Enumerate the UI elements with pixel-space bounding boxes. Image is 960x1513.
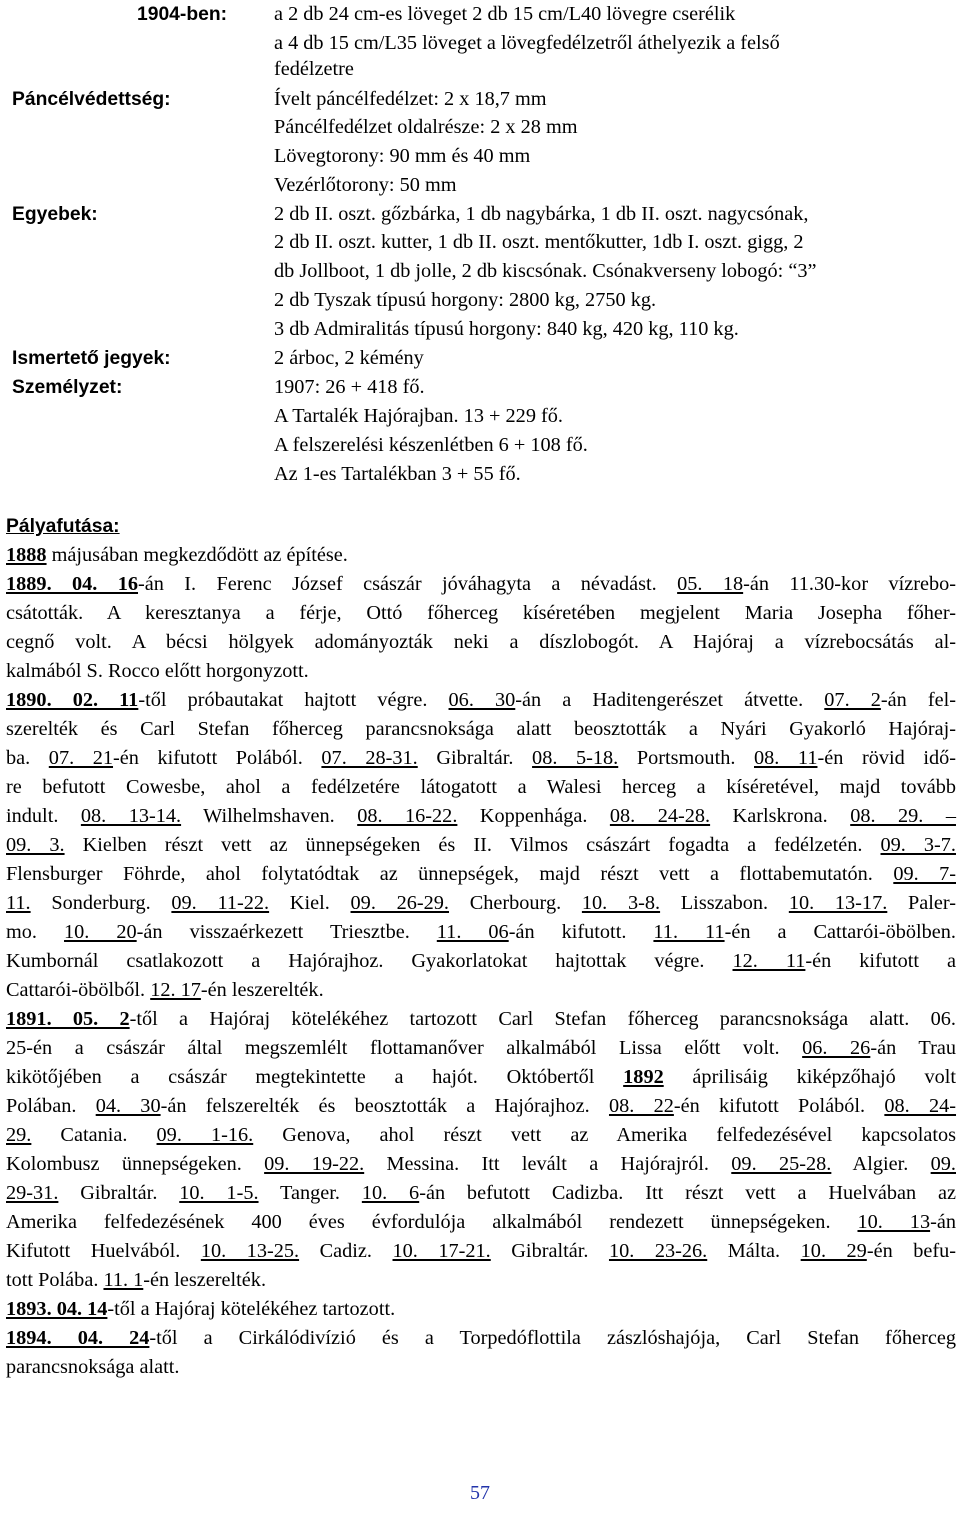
career-text [6,541,956,1382]
career-text-segment: -én leszerelték. [143,1269,267,1291]
career-line [6,1295,956,1324]
career-text-segment: májusában megkezdődött az építése. [46,544,348,566]
date-reference: 08. 24-28. [609,805,711,827]
date-reference: 29. [6,1124,32,1146]
career-text-segment: Cattarói-öbölből. [6,979,151,1001]
career-line [6,889,956,918]
spec-row [0,29,960,58]
career-text-segment: re befutott Cowesbe, ahol a fedélzetére látogatott a Walesi herceg a kíséretével, majd tovább [6,776,956,798]
date-reference: 10. 3-8. [581,892,661,914]
career-text-segment: Sonderburg. [30,892,172,914]
date-reference: 1888 [6,544,47,566]
date-reference: 09. 25-28. [731,1153,832,1175]
spec-row [0,315,960,344]
career-text-segment: -án I. Ferenc József császár jóváhagyta a névadást. [138,573,678,595]
career-text-segment: -én kifutott a [805,950,957,972]
career-line [6,1237,956,1266]
career-text-segment: kikötőjében a császár megtekintette a hajót. Októbertől [6,1066,624,1088]
career-line [6,831,956,860]
date-reference: 09. 3. [6,834,65,856]
career-text-segment: indult. [6,805,81,827]
spec-value: Páncélfedélzet oldalrésze: 2 x 28 mm [274,116,578,138]
date-reference: 09. 1-16. [156,1124,254,1146]
career-text-segment: -én a Cattarói-öbölben. [724,921,957,943]
career-line [6,1266,956,1295]
career-text-segment: Lisszabon. [660,892,789,914]
career-line [6,1063,956,1092]
career-text-segment: Gibraltár. [490,1240,609,1262]
career-text-segment: -én kifutott Polából. [673,1095,885,1117]
career-text-segment: cegnő volt. A bécsi hölgyek adományozták neki a díszlobogót. A Hajóraj a vízrebocsátás al- [6,631,956,653]
career-text-segment: tott Polába. [6,1269,104,1291]
career-line [6,628,956,657]
spec-value: 2 db II. oszt. kutter, 1 db II. oszt. mentőkutter, 1db I. oszt. gigg, 2 [274,231,804,253]
spec-row [0,344,960,373]
date-reference: 04. 30 [95,1095,161,1117]
career-line [6,1121,956,1150]
date-reference: 08. 29. – [850,805,956,827]
career-text-segment: -án Trau [870,1037,956,1059]
date-reference: 08. 5-18. [532,747,619,769]
date-reference: 10. 13-25. [200,1240,300,1262]
career-text-segment: -én rövid idő- [817,747,957,769]
date-reference: 09. 19-22. [264,1153,365,1175]
date-reference: 11. [6,892,31,914]
date-reference: 11. 06 [436,921,509,943]
spec-value: db Jollboot, 1 db jolle, 2 db kiscsónak. Csónakverseny lobogó: “3” [274,260,817,282]
career-text-segment: Karlskrona. [710,805,851,827]
date-reference: 29-31. [6,1182,59,1204]
spec-value: 2 árboc, 2 kémény [274,347,424,369]
career-text-segment: Algier. [831,1153,931,1175]
spec-value: Ívelt páncélfedélzet: 2 x 18,7 mm [274,88,547,110]
career-text-segment: Genova, ahol részt vett az Amerika felfedezésével kapcsolatos [253,1124,957,1146]
spec-row [0,113,960,142]
career-text-segment: -től a Hajóraj kötelékéhez tartozott. [107,1298,396,1320]
date-reference: 10. 13 [857,1211,931,1233]
career-text-segment: Catania. [31,1124,157,1146]
career-text-segment: kalmából S. Rocco előtt horgonyzott. [6,660,309,682]
career-line [6,541,956,570]
career-text-segment: -én kifutott Polából. [113,747,322,769]
career-line [6,599,956,628]
date-reference: 10. 20 [64,921,137,943]
career-text-segment: Polában. [6,1095,96,1117]
career-text-segment: 25-én a császár által megszemlélt flottamanőver alkalmából Lissa előtt volt. [6,1037,803,1059]
career-text-segment: -án befutott Cadizba. Itt részt vett a Huelvában az [419,1182,957,1204]
career-text-segment: Kumbornál csatlakozott a Hajórajhoz. Gyakorlatokat hajtottak végre. [6,950,733,972]
spec-label: 1904-ben: [137,4,228,25]
date-reference: 09. 7- [893,863,956,885]
career-text-segment: Kielben részt vett az ünnepségeken és II. Vilmos császárt fogadta a fedélzetén. [64,834,881,856]
spec-row [0,171,960,200]
career-text-segment: -től a Hajóraj kötelékéhez tartozott Carl Stefan főherceg parancsnoksága alatt. 06. [129,1008,956,1030]
career-line [6,976,956,1005]
date-reference: 10. 1-5. [179,1182,259,1204]
career-text-segment: Gibraltár. [417,747,533,769]
career-text-segment: -án [930,1211,956,1233]
date-reference: 11. 11 [653,921,725,943]
spec-value: 3 db Admiralitás típusú horgony: 840 kg, 420 kg, 110 kg. [274,318,739,340]
spec-value: A felszerelési készenlétben 6 + 108 fő. [274,434,588,456]
career-text-segment: Kiel. [269,892,351,914]
date-reference: 08. 22 [608,1095,674,1117]
date-reference: 10. 17-21. [392,1240,491,1262]
career-text-segment: Málta. [707,1240,801,1262]
career-text-segment: Tanger. [258,1182,362,1204]
date-reference: 07. 28-31. [321,747,418,769]
date-reference: 09. 11-22. [171,892,270,914]
spec-label: Egyebek: [12,204,98,225]
career-text-segment: -én befu- [866,1240,957,1262]
career-section [6,512,956,1382]
career-text-segment: Paler- [887,892,957,914]
career-line [6,1208,956,1237]
date-reference: 10. 29 [800,1240,867,1262]
career-line [6,773,956,802]
date-reference: 08. 16-22. [357,805,458,827]
career-line [6,570,956,599]
career-text-segment: Cherbourg. [449,892,582,914]
career-text-segment: csátották. A keresztanya a férje, Ottó főherceg kíséretében megjelent Maria Josepha főher- [6,602,956,624]
spec-row [0,0,960,29]
career-line [6,1179,956,1208]
career-text-segment: Koppenhága. [457,805,610,827]
career-text-segment: ba. [6,747,49,769]
career-text-segment: Cadiz. [299,1240,393,1262]
career-text-segment: mo. [6,921,65,943]
career-heading: Pályafutása: [6,516,120,537]
spec-label: Személyzet: [12,377,123,398]
career-text-segment: áprilisáig kiképzőhajó volt [663,1066,956,1088]
spec-value: 2 db Tyszak típusú horgony: 2800 kg, 2750 kg. [274,289,657,311]
date-reference: 08. 11 [754,747,818,769]
spec-row [0,257,960,286]
spec-row [0,431,960,460]
date-reference: 08. 24- [884,1095,957,1117]
career-line [6,1034,956,1063]
career-text-segment: Gibraltár. [58,1182,180,1204]
date-reference: 11. 1 [103,1269,144,1291]
spec-value: 2 db II. oszt. gőzbárka, 1 db nagybárka, 1 db II. oszt. nagycsónak, [274,203,809,225]
career-line [6,1324,956,1353]
career-text-segment: -án kifutott. [508,921,654,943]
spec-value: Vezérlőtorony: 50 mm [274,174,457,196]
career-text-segment: -től a Cirkálódivízió és a Torpedóflottila zászlóshajója, Carl Stefan főherceg [149,1327,956,1349]
date-reference: 1893. 04. 14 [6,1298,108,1320]
career-line [6,744,956,773]
date-reference: 1890. 02. 11 [6,689,139,711]
career-line [6,1150,956,1179]
career-text-segment: Kolombusz ünnepségeken. [6,1153,265,1175]
spec-row [0,85,960,114]
spec-value: fedélzetre [274,58,354,80]
career-line [6,1353,956,1382]
date-reference: 09. [930,1153,956,1175]
spec-row [0,402,960,431]
date-reference: 1889. 04. 16 [6,573,139,595]
spec-label: Páncélvédettség: [12,89,171,110]
career-line [6,1005,956,1034]
career-text-segment: Messina. Itt levált a Hajórajról. [364,1153,732,1175]
date-reference: 08. 13-14. [80,805,182,827]
date-reference: 1891. 05. 2 [6,1008,130,1030]
date-reference: 10. 13-17. [788,892,888,914]
spec-label: Ismertető jegyek: [12,348,171,369]
date-reference: 09. 26-29. [350,892,449,914]
date-reference: 07. 2 [824,689,881,711]
spec-value: Lövegtorony: 90 mm és 40 mm [274,145,531,167]
career-text-segment: Kifutott Huelvából. [6,1240,201,1262]
date-reference: 12. 17 [150,979,201,1001]
date-reference: 12. 11 [732,950,806,972]
career-line [6,947,956,976]
spec-value: Az 1-es Tartalékban 3 + 55 fő. [274,463,521,485]
career-text-segment: Amerika felfedezésének 400 éves évfordulója alkalmából rendezett ünnepségeken. [6,1211,858,1233]
spec-row [0,142,960,171]
date-reference: 1892 [623,1066,664,1088]
career-line [6,918,956,947]
career-text-segment: -án felszerelték és beosztották a Hajórajhoz. [160,1095,609,1117]
date-reference: 07. 21 [48,747,114,769]
spec-value: 1907: 26 + 418 fő. [274,376,425,398]
spec-value: A Tartalék Hajórajban. 13 + 229 fő. [274,405,563,427]
career-text-segment: Flensburger Föhrde, ahol folytatódtak az ünnepségek, majd részt vett a flottabemutatón. [6,863,894,885]
spec-row [0,286,960,315]
career-text-segment: -án fel- [880,689,957,711]
career-line [6,802,956,831]
date-reference: 06. 30 [448,689,516,711]
spec-row [0,200,960,229]
date-reference: 05. 18 [677,573,744,595]
career-text-segment: -án 11.30-kor vízrebo- [743,573,957,595]
spec-value: a 2 db 24 cm-es löveget 2 db 15 cm/L40 lövegre cserélik [274,3,736,25]
career-text-segment: -án a Haditengerészet átvette. [515,689,825,711]
career-line [6,1092,956,1121]
date-reference: 10. 23-26. [608,1240,708,1262]
career-text-segment: -től próbautakat hajtott végre. [138,689,449,711]
spec-row [0,373,960,402]
career-text-segment: szerelték és Carl Stefan főherceg parancsnoksága alatt beosztották a Nyári Gyakorló Hajóraj- [6,718,956,740]
career-text-segment: Wilhelmshaven. [181,805,358,827]
date-reference: 09. 3-7. [880,834,956,856]
career-line [6,686,956,715]
career-text-segment: -én leszerelték. [200,979,324,1001]
career-line [6,715,956,744]
date-reference: 06. 26 [802,1037,871,1059]
career-line [6,860,956,889]
spec-value: a 4 db 15 cm/L35 löveget a lövegfedélzetről áthelyezik a felső [274,32,780,54]
spec-row [0,55,960,84]
career-line [6,657,956,686]
career-text-segment: Portsmouth. [618,747,754,769]
career-text-segment: -án visszaérkezett Triesztbe. [136,921,437,943]
spec-row [0,460,960,489]
date-reference: 10. 6 [361,1182,420,1204]
spec-row [0,228,960,257]
page-number: 57 [470,1482,490,1504]
date-reference: 1894. 04. 24 [6,1327,150,1349]
career-text-segment: parancsnoksága alatt. [6,1356,180,1378]
